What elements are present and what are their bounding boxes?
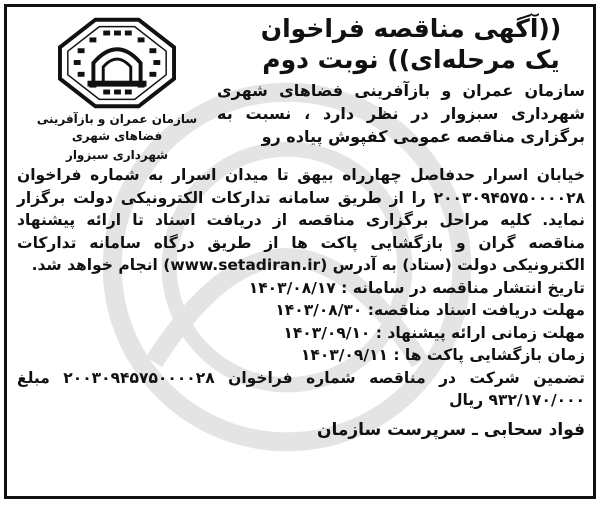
notice-body: خیابان اسرار حدفاصل چهارراه بیهق تا میدان اسرار به شماره فراخوان ۲۰۰۳۰۹۴۵۷۵۰۰۰۰۲۸ را از طریق سامانه تدارکات الکترونیکی دولت برگزار نماید. کلیه مراحل برگزاری مناقصه از دریافت اسناد تا ارائه پیشنهاد مناقصه گران و بازگشایی پاکت ها از طریق درگاه سامانه تدارکات الکترونیکی دولت (ستاد) به آدرس (www.setadiran.ir) انجام خواهد شد. (17, 166, 585, 274)
proposal-deadline: مهلت زمانی ارائه پیشنهاد : ۱۴۰۳/۰۹/۱۰ (283, 323, 585, 342)
logo-caption-line2: شهرداری سبزوار (65, 148, 169, 162)
notice-intro: سازمان عمران و بازآفرینی فضاهای شهری شهرداری سبزوار در نظر دارد ، نسبت به برگزاری مناقصه عمومی کفپوش پیاده رو (217, 81, 585, 146)
notice-header (17, 13, 585, 164)
notice-frame (4, 4, 596, 499)
notice-title-line2: یک مرحله‌ای)) نوبت دوم (262, 45, 560, 74)
notice-content (17, 13, 585, 492)
organization-emblem-icon (58, 17, 176, 109)
documents-deadline: مهلت دریافت اسناد مناقصه: ۱۴۰۳/۰۸/۳۰ (275, 301, 585, 319)
notice-title-line1: ((آگهی مناقصه فراخوان (260, 14, 562, 43)
guarantee-text: تضمین شرکت در مناقصه شماره فراخوان ۲۰۰۳۰۹۴۵۷۵۰۰۰۰۲۸ مبلغ ۹۳۲/۱۷۰/۰۰۰ ریال (17, 368, 585, 409)
logo-caption-line1: سازمان عمران و بازآفرینی فضاهای شهری (36, 112, 198, 143)
opening-date: زمان بازگشایی پاکت ها : ۱۴۰۳/۰۹/۱۱ (300, 346, 585, 364)
signature: فواد سحابی ـ سرپرست سازمان (316, 419, 585, 440)
logo-block (17, 17, 217, 164)
publish-date: تاریخ انتشار مناقصه در سامانه : ۱۴۰۳/۰۸/۱۷ (248, 278, 585, 297)
header-text (217, 13, 585, 148)
